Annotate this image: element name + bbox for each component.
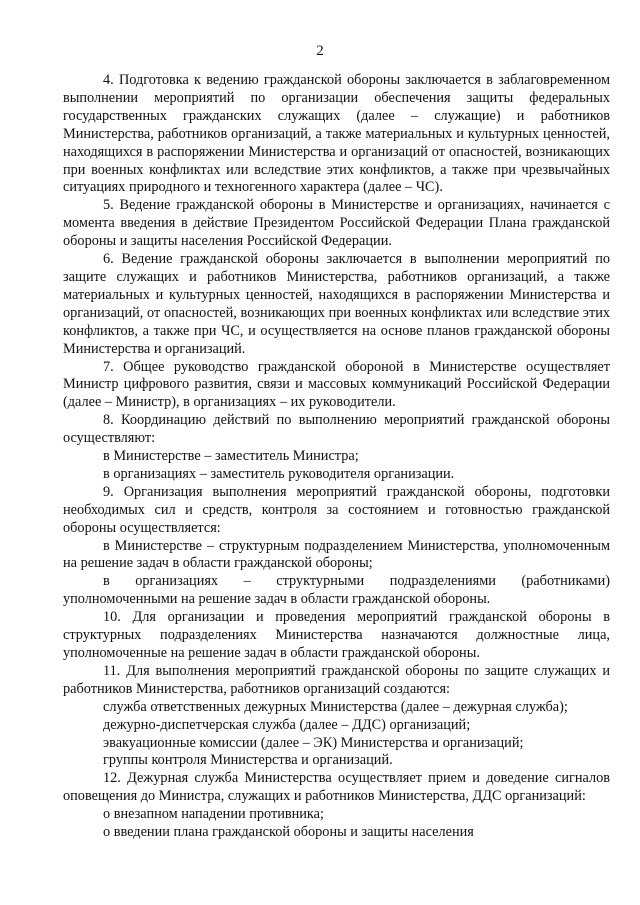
paragraph-9: 9. Организация выполнения мероприятий гражданской обороны, подготовки необходимых сил и средств, контроля за состоянием и готовностью гражданской обороны осуществляется: <box>63 483 610 536</box>
paragraph-9-organizations: в организациях – структурными подразделениями (работниками) уполномоченными на решение задач в области гражданской обороны. <box>63 573 610 608</box>
paragraph-6: 6. Ведение гражданской обороны заключается в выполнении мероприятий по защите служащих и работников Министерства, работников организаций, а также материальных и культурных ценностей, находящихся в распоряжении Министерства и организаций, от опасностей, возникающих при военных конфликтах или вследствие этих конфликтов, а также при ЧС, и осуществляется на основе планов гражданской обороны Министерства и организаций. <box>63 251 610 357</box>
paragraph-8: 8. Координацию действий по выполнению мероприятий гражданской обороны осуществляют: <box>63 412 610 447</box>
list-item: служба ответственных дежурных Министерства (далее – дежурная служба); <box>103 698 568 715</box>
paragraph-7: 7. Общее руководство гражданской обороной в Министерстве осуществляет Министр цифрового развития, связи и массовых коммуникаций Российской Федерации (далее – Министр), в организациях – их руководители. <box>63 358 610 411</box>
page-number: 2 <box>316 43 324 59</box>
paragraph-4: 4. Подготовка к ведению гражданской обороны заключается в заблаговременном выполнении мероприятий по организации обеспечения защиты федеральных государственных гражданских служащих (далее – служащие) и работников Министерства, работников организаций, а также материальных и культурных ценностей, находящихся в распоряжении Министерства и организаций от опасностей, возникающих при военных конфликтах или вследствие этих конфликтов, а также при чрезвычайных ситуациях природного и техногенного характера (далее – ЧС). <box>63 72 610 196</box>
paragraph-12-continued: о введении плана гражданской обороны и защиты населения <box>103 824 474 841</box>
paragraph-11: 11. Для выполнения мероприятий гражданской обороны по защите служащих и работников Министерства, работников организаций создаются: <box>63 662 610 697</box>
list-item: в организациях – заместитель руководителя организации. <box>103 465 455 482</box>
list-item: группы контроля Министерства и организаций. <box>103 752 393 769</box>
list-item: эвакуационные комиссии (далее – ЭК) Министерства и организаций; <box>103 734 524 751</box>
list-item: дежурно-диспетчерская служба (далее – ДДС) организаций; <box>103 716 471 733</box>
paragraph-12: 12. Дежурная служба Министерства осуществляет прием и доведение сигналов оповещения до Министра, служащих и работников Министерства, ДДС организаций: <box>63 770 610 805</box>
document-body <box>63 72 610 842</box>
paragraph-9-ministry: в Министерстве – структурным подразделением Министерства, уполномоченным на решение задач в области гражданской обороны; <box>63 537 610 572</box>
list-item: о внезапном нападении противника; <box>103 806 324 823</box>
list-item: в Министерстве – заместитель Министра; <box>103 448 359 465</box>
paragraph-5: 5. Ведение гражданской обороны в Министерстве и организациях, начинается с момента введения в действие Президентом Российской Федерации Плана гражданской обороны и защиты населения Российской Федерации. <box>63 197 610 250</box>
paragraph-10: 10. Для организации и проведения мероприятий гражданской обороны в структурных подразделениях Министерства назначаются должностные лица, уполномоченные на решение задач в области гражданской обороны. <box>63 609 610 661</box>
